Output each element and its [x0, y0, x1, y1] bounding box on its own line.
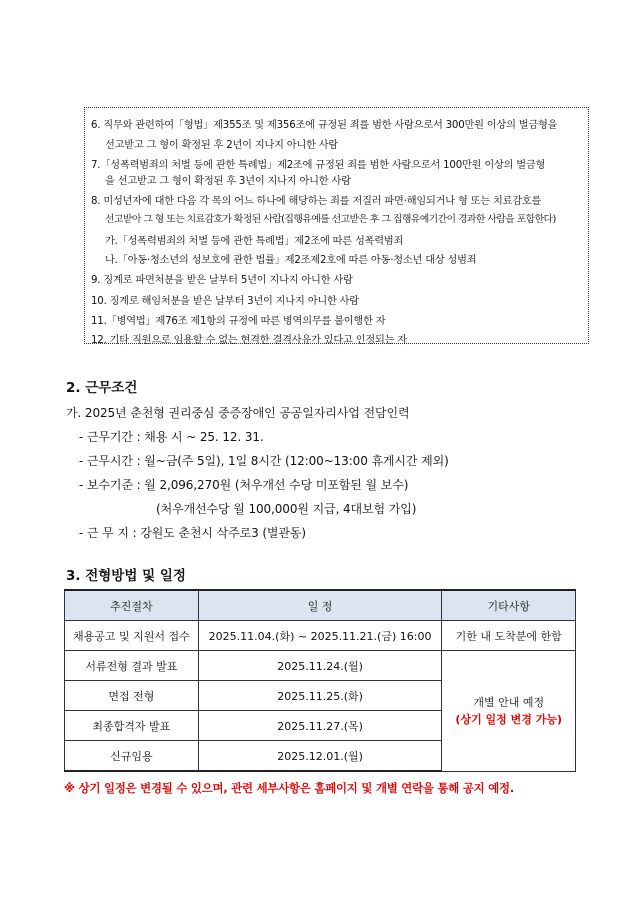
date-cell: 2025.11.04.(화) ~ 2025.11.21.(금) 16:00	[198, 621, 442, 651]
header-step: 추진절차	[65, 590, 199, 621]
table-header-row	[65, 590, 576, 621]
header-date: 일 정	[198, 590, 442, 621]
table-row	[65, 651, 576, 681]
work-period: - 근무기간 : 채용 시 ~ 25. 12. 31.	[79, 430, 264, 444]
date-cell: 2025.11.27.(목)	[198, 711, 442, 741]
section2-subtitle: 가. 2025년 춘천형 권리중심 중증장애인 공공일자리사업 전담인력	[66, 406, 410, 420]
disqualification-box	[84, 107, 589, 344]
section2-title: 2. 근무조건	[66, 380, 138, 396]
note-cell: 기한 내 도착분에 한함	[442, 621, 576, 651]
pay-note: (처우개선수당 월 100,000원 지급, 4대보험 가입)	[156, 502, 417, 516]
table-row	[65, 621, 576, 651]
disq-item-8: 8. 미성년자에 대한 다음 각 목의 어느 하나에 해당하는 죄를 저질러 파면·해임되거나 형 또는 치료감호를	[91, 196, 542, 207]
disq-item-6-cont: 선고받고 그 형이 확정된 후 2년이 지나지 아니한 사람	[105, 140, 339, 151]
header-note: 기타사항	[442, 590, 576, 621]
work-location: - 근 무 지 : 강원도 춘천시 삭주로3 (별관동)	[79, 526, 306, 540]
disq-item-8-ga: 가.「성폭력범죄의 처벌 등에 관한 특례법」제2조에 따른 성폭력범죄	[105, 236, 404, 247]
disq-item-10: 10. 징계로 해임처분을 받은 날부터 3년이 지나지 아니한 사람	[91, 296, 359, 307]
section3-title: 3. 전형방법 및 일정	[66, 568, 186, 584]
date-cell: 2025.11.25.(화)	[198, 681, 442, 711]
step-cell: 채용공고 및 지원서 접수	[65, 621, 199, 651]
pay-standard: - 보수기준 : 월 2,096,270원 (처우개선 수당 미포함된 월 보수)	[79, 478, 409, 492]
disq-item-11: 11.「병역법」제76조 제1항의 규정에 따른 병역의무를 불이행한 자	[91, 316, 386, 327]
work-hours: - 근무시간 : 월~금(주 5일), 1일 8시간 (12:00~13:00 휴게시간 제외)	[79, 454, 449, 468]
disq-item-12: 12. 기타 직원으로 임용할 수 없는 현격한 결격사유가 있다고 인정되는 자	[91, 335, 407, 346]
step-cell: 면접 전형	[65, 681, 199, 711]
step-cell: 최종합격자 발표	[65, 711, 199, 741]
disq-item-7-cont: 을 선고받고 그 형이 확정된 후 3년이 지나지 아니한 사람	[105, 176, 351, 187]
schedule-table	[64, 589, 576, 772]
step-cell: 신규임용	[65, 741, 199, 772]
merged-note: 개별 안내 예정	[473, 695, 545, 709]
step-cell: 서류전형 결과 발표	[65, 651, 199, 681]
disq-item-9: 9. 징계로 파면처분을 받은 날부터 5년이 지나지 아니한 사람	[91, 275, 353, 286]
merged-note-cell	[442, 651, 576, 772]
disq-item-7: 7.「성폭력범죄의 처벌 등에 관한 특례법」제2조에 규정된 죄를 범한 사람으로서 100만원 이상의 벌금형	[91, 160, 546, 171]
date-cell: 2025.12.01.(월)	[198, 741, 442, 772]
disq-item-8-na: 나.「아동·청소년의 성보호에 관한 법률」제2조제2호에 따른 아동·청소년 대상 성범죄	[105, 255, 477, 266]
schedule-footnote: ※ 상기 일정은 변경될 수 있으며, 관련 세부사항은 홈페이지 및 개별 연락을 통해 공지 예정.	[64, 781, 514, 795]
disq-item-6: 6. 직무와 관련하여「형법」제355조 및 제356조에 규정된 죄를 범한 사람으로서 300만원 이상의 벌금형을	[91, 120, 558, 131]
disq-item-8-cont: 선고받아 그 형 또는 치료감호가 확정된 사람(집행유예를 선고받은 후 그 집행유예기간이 경과한 사람을 포함한다)	[105, 214, 556, 225]
merged-note-red: (상기 일정 변경 가능)	[455, 712, 562, 726]
date-cell: 2025.11.24.(월)	[198, 651, 442, 681]
